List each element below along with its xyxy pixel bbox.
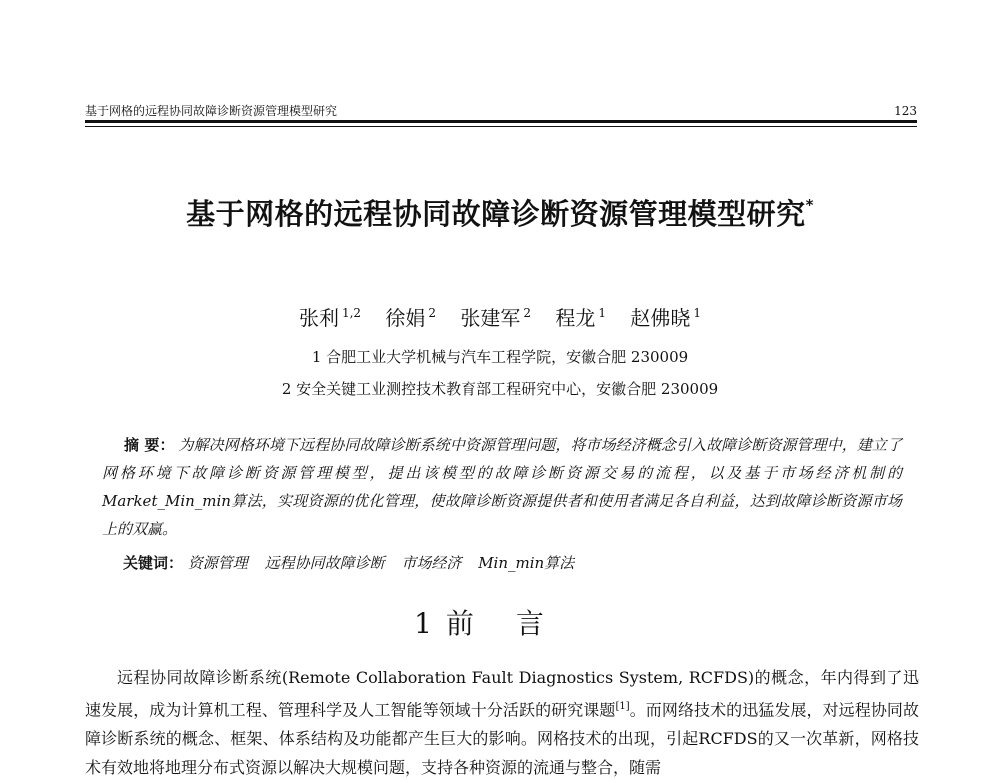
page-number: 123 — [894, 104, 917, 118]
keyword: 远程协同故障诊断 — [264, 554, 385, 572]
running-title: 基于网格的远程协同故障诊断资源管理模型研究 — [85, 104, 338, 118]
paper-title — [0, 192, 1000, 233]
running-header — [85, 104, 917, 123]
abstract — [102, 431, 902, 543]
author: 徐娟 $^2$ — [385, 306, 437, 330]
author: 程龙 $^1$ — [555, 306, 607, 330]
affiliation-2: 2 安全关键工业测控技术教育部工程研究中心，安徽合肥 230009 — [281, 380, 719, 398]
section-title: 前言 — [445, 607, 586, 640]
abstract-text: 为解决网格环境下远程协同故障诊断系统中资源管理问题，将市场经济概念引入故障诊断资源管理中，建立了网格环境下故障诊断资源管理模型，提出该模型的故障诊断资源交易的流程，以及基于市场经济机制的Market_Min_min算法，实现资源的优化管理，使故障诊断资源提供者和使用者满足各自利益，达到故障诊断资源市场上的双赢。 — [102, 436, 902, 538]
affiliation-1: 1 合肥工业大学机械与汽车工程学院，安徽合肥 230009 — [311, 348, 689, 366]
keyword: 市场经济 — [401, 554, 462, 572]
abstract-label: 摘 要： — [124, 436, 175, 454]
section-number: 1 — [414, 607, 432, 640]
title-text: 基于网格的远程协同故障诊断资源管理模型研究 — [186, 197, 806, 231]
title-footnote-mark: * — [805, 196, 814, 214]
keywords — [123, 552, 903, 573]
paragraph: 远程协同故障诊断系统(Remote Collaboration Fault Diagnostics System, RCFDS)的概念，年内得到了迅速发展，成为计算机工程、管理科学及人工智能等领域十分活跃的研究课题[1]。而网络技术的迅猛发展，对远程协同故障诊断系统的概念、框架、体系结构及功能都产生巨大的影响。网格技术的出现，引起RCFDS的又一次革新，网格技术有效地将地理分布式资源以解决大规模问题，支持各种资源的流通与整合，随需 — [85, 668, 919, 778]
author: 张利 $^{1,2}$ — [298, 306, 362, 330]
author-list — [0, 302, 1000, 331]
keywords-label: 关键词： — [123, 554, 184, 572]
author: 张建军 $^2$ — [460, 306, 532, 330]
keyword: Min_min算法 — [478, 554, 575, 572]
body-text — [85, 663, 919, 782]
section-heading — [0, 602, 1000, 642]
author: 赵佛晓 $^1$ — [630, 306, 702, 330]
keyword: 资源管理 — [187, 554, 248, 572]
citation: [1] — [615, 701, 630, 712]
